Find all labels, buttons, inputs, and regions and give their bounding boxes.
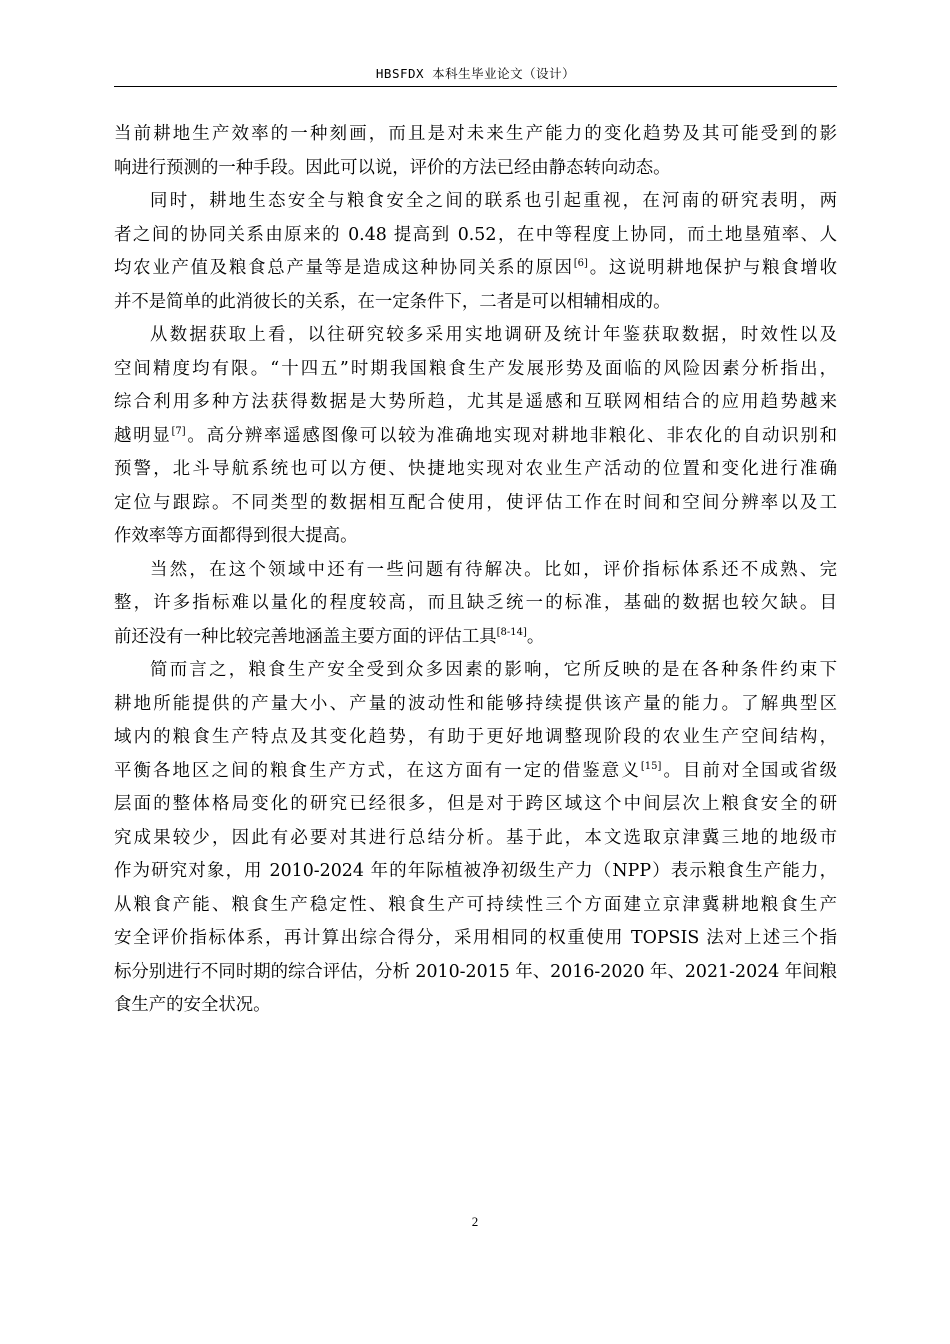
text-line: 从粮食产能、粮食生产稳定性、粮食生产可持续性三个方面建立京津冀耕地粮食生产 [114,894,837,915]
text-line: 定位与跟踪。不同类型的数据相互配合使用，使评估工作在时间和空间分辨率以及工 [114,492,837,513]
citation-marker: [8-14] [496,626,527,638]
page-number: 2 [471,1214,479,1229]
text-line: 整，许多指标难以量化的程度较高，而且缺乏统一的标准，基础的数据也较欠缺。目 [114,593,837,613]
paragraph-first-line: 当然，在这个领域中还有一些问题有待解决。比如，评价指标体系还不成熟、完 [150,559,837,580]
citation-marker: [6] [573,258,588,270]
text-line: 响进行预测的一种手段。因此可以说，评价的方法已经由静态转向动态。 [114,157,671,178]
header-title: HBSFDX 本科生毕业论文（设计） [375,66,576,81]
text-line: 作为研究对象，用 2010-2024 年的年际植被净初级生产力（NPP）表示粮食生产能力， [114,861,837,881]
text-line: 并不是简单的此消彼长的关系，在一定条件下，二者是可以相辅相成的。 [114,291,671,312]
text-line: 越明显[7]。高分辨率遥感图像可以较为准确地实现对耕地非粮化、非农化的自动识别和 [114,425,837,446]
text-line: 层面的整体格局变化的研究已经很多，但是对于跨区域这个中间层次上粮食安全的研 [114,794,837,814]
text-line: 作效率等方面都得到很大提高。 [114,526,358,546]
text-line: 标分别进行不同时期的综合评估，分析 2010-2015 年、2016-2020 年、2021-2024 年间粮 [114,961,837,982]
text-line: 空间精度均有限。“十四五”时期我国粮食生产发展形势及面临的风险因素分析指出， [114,358,837,379]
text-line: 预警，北斗导航系统也可以方便、快捷地实现对农业生产活动的位置和变化进行准确 [114,459,837,479]
text-line: 当前耕地生产效率的一种刻画，而且是对未来生产能力的变化趋势及其可能受到的影 [114,124,837,144]
citation-marker: [15] [640,760,662,772]
paragraph-first-line: 从数据获取上看，以往研究较多采用实地调研及统计年鉴获取数据，时效性以及 [150,325,837,345]
text-line: 食生产的安全状况。 [114,995,271,1015]
thesis-body-text [114,118,837,1023]
text-line: 均农业产值及粮食总产量等是造成这种协同关系的原因[6]。这说明耕地保护与粮食增收 [114,258,837,278]
page-header [114,64,837,87]
citation-marker: [7] [171,425,186,437]
text-line: 平衡各地区之间的粮食生产方式，在这方面有一定的借鉴意义[15]。目前对全国或省级 [114,760,837,781]
text-line: 耕地所能提供的产量大小、产量的波动性和能够持续提供该产量的能力。了解典型区 [114,693,837,714]
text-line: 究成果较少，因此有必要对其进行总结分析。基于此，本文选取京津冀三地的地级市 [114,827,837,848]
text-line: 前还没有一种比较完善地涵盖主要方面的评估工具[8-14]。 [114,626,545,647]
text-line: 域内的粮食生产特点及其变化趋势，有助于更好地调整现阶段的农业生产空间结构， [114,727,837,747]
paragraph-first-line: 简而言之，粮食生产安全受到众多因素的影响，它所反映的是在各种条件约束下 [150,660,837,680]
paragraph-first-line: 同时，耕地生态安全与粮食安全之间的联系也引起重视，在河南的研究表明，两 [150,191,837,211]
text-line: 者之间的协同关系由原来的 0.48 提高到 0.52，在中等程度上协同，而土地垦殖率、人 [114,224,837,245]
text-line: 综合利用多种方法获得数据是大势所趋，尤其是遥感和互联网相结合的应用趋势越来 [114,392,837,412]
text-line: 安全评价指标体系，再计算出综合得分，采用相同的权重使用 TOPSIS 法对上述三个指 [114,928,837,948]
